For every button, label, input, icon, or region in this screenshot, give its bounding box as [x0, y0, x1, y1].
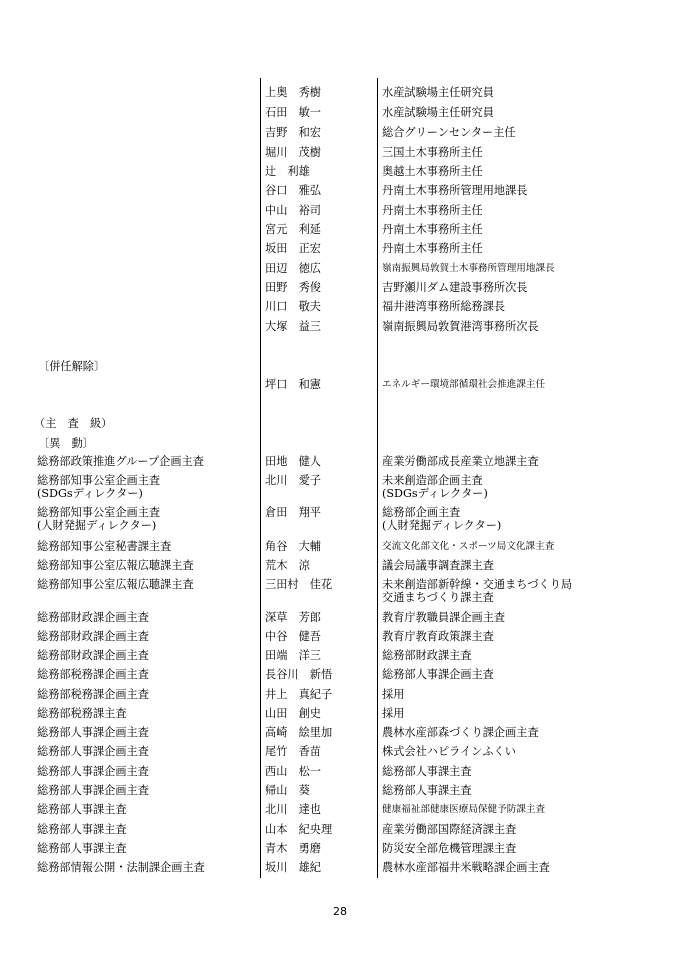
new-post: 総務部知事公室広報広聴課主査: [37, 578, 194, 591]
person-name: 荒木 涼: [265, 559, 310, 572]
old-post-note: (人財発掘ディレクター): [382, 519, 502, 532]
new-post: 総務部知事公室秘書課主査: [37, 540, 172, 553]
new-post: 総務部税務課主査: [37, 707, 127, 720]
old-post: 総務部人事課企画主査: [382, 668, 494, 681]
table-row: [0, 204, 680, 223]
new-post: 総務部人事課企画主査: [37, 726, 149, 739]
page-number: 28: [333, 905, 347, 918]
new-post: 総務部人事課主査: [37, 842, 127, 855]
old-post: 未来創造部企画主査: [382, 474, 483, 487]
table-row: [0, 126, 680, 145]
new-post: 総務部税務課企画主査: [37, 668, 149, 681]
table-row: [0, 474, 680, 506]
person-name: 上奥 秀樹: [265, 86, 321, 99]
table-row: [0, 184, 680, 203]
person-name: 三田村 佳花: [265, 578, 333, 591]
person-name: 大塚 益三: [265, 320, 321, 333]
old-post: 嶺南振興局敦賀港湾事務所次長: [382, 320, 539, 333]
section-heading-change: 〔異 動〕: [38, 437, 94, 450]
person-name: 山本 紀央理: [265, 823, 333, 836]
old-post: 総務部人事課主査: [382, 765, 472, 778]
table-row: [0, 688, 680, 707]
table-row: [0, 86, 680, 105]
table-row: [0, 630, 680, 649]
old-post: 総務部企画主査: [382, 506, 461, 519]
old-post: 議会局議事調査課主査: [382, 559, 494, 572]
table-row: [0, 242, 680, 261]
new-post: 総務部政策推進グループ企画主査: [37, 455, 204, 468]
new-post: 総務部知事公室企画主査: [37, 506, 161, 519]
person-name: 田辺 徳広: [265, 262, 321, 275]
table-row: [0, 668, 680, 687]
new-post: 総務部税務課企画主査: [37, 688, 149, 701]
person-name: 田野 秀俊: [265, 281, 321, 294]
table-row: [0, 578, 680, 610]
person-name: 長谷川 新悟: [265, 668, 333, 681]
person-name: 堀川 茂樹: [265, 146, 321, 159]
table-row: [0, 506, 680, 538]
table-row: [0, 300, 680, 319]
old-post: 水産試験場主任研究員: [382, 106, 494, 119]
table-row: [0, 784, 680, 803]
old-post: 採用: [382, 688, 405, 701]
table-row: [0, 707, 680, 726]
person-name: 宮元 利延: [265, 223, 321, 236]
old-post: 総合グリーンセンター主任: [382, 126, 516, 139]
new-post: 総務部人事課企画主査: [37, 745, 149, 758]
person-name: 中谷 健吾: [265, 630, 321, 643]
table-row: [0, 540, 680, 559]
new-post: 総務部人事課主査: [37, 823, 127, 836]
old-post: 産業労働部国際経済課主査: [382, 823, 517, 836]
new-post-note: (人財発掘ディレクター): [37, 519, 157, 532]
new-post: 総務部人事課企画主査: [37, 765, 149, 778]
table-row: [0, 745, 680, 764]
new-post: 総務部財政課企画主査: [37, 630, 149, 643]
new-post: 総務部知事公室広報広聴課主査: [37, 559, 194, 572]
old-post-note: 交通まちづくり課主査: [382, 591, 494, 604]
old-post: 嶺南振興局敦賀土木事務所管理用地課長: [382, 263, 555, 274]
table-row: [0, 842, 680, 861]
old-post: 産業労働部成長産業立地課主査: [382, 455, 539, 468]
person-name: 帰山 葵: [265, 784, 310, 797]
table-row: [0, 765, 680, 784]
table-row: [0, 106, 680, 125]
old-post-note: (SDGsディレクター): [382, 487, 488, 500]
old-post: 株式会社ハピラインふくい: [382, 745, 516, 758]
person-name: 川口 敬夫: [265, 300, 321, 313]
table-row: [0, 455, 680, 474]
section-heading-level: （主 査 級）: [34, 417, 113, 430]
table-row: [0, 649, 680, 668]
old-post: 丹南土木事務所管理用地課長: [382, 184, 528, 197]
person-name: 田地 健人: [265, 455, 321, 468]
old-post: 採用: [382, 707, 405, 720]
person-name: 石田 敏一: [265, 106, 321, 119]
person-name: 高崎 絵里加: [265, 726, 333, 739]
old-post: 未来創造部新幹線・交通まちづくり局: [382, 578, 573, 591]
table-row: [0, 320, 680, 339]
person-name: 倉田 翔平: [265, 506, 321, 519]
old-post: 丹南土木事務所主任: [382, 223, 483, 236]
new-post: 総務部知事公室企画主査: [37, 474, 161, 487]
table-row: [0, 378, 680, 397]
new-post-note: (SDGsディレクター): [37, 487, 143, 500]
table-row: [0, 262, 680, 281]
person-name: 吉野 和宏: [265, 126, 321, 139]
person-name: 辻 利雄: [265, 165, 310, 178]
old-post: 福井港湾事務所総務課長: [382, 300, 506, 313]
person-name: 尾竹 香苗: [265, 745, 321, 758]
table-row: [0, 803, 680, 822]
table-row: [0, 281, 680, 300]
old-post: 教育庁教育政策課主査: [382, 630, 494, 643]
new-post: 総務部財政課企画主査: [37, 649, 149, 662]
new-post: 総務部人事課企画主査: [37, 784, 149, 797]
person-name: 井上 真紀子: [265, 688, 333, 701]
table-row: [0, 726, 680, 745]
old-post: 奥越土木事務所主任: [382, 165, 483, 178]
old-post: 総務部財政課主査: [382, 649, 472, 662]
old-post: 交流文化部文化・スポーツ局文化課主査: [382, 541, 555, 552]
person-name: 角谷 大輔: [265, 540, 321, 553]
table-row: [0, 823, 680, 842]
table-row: [0, 146, 680, 165]
person-name: 深草 芳郎: [265, 611, 321, 624]
person-name: 青木 勇磨: [265, 842, 321, 855]
person-name: 山田 創史: [265, 707, 321, 720]
old-post: 三国土木事務所主任: [382, 146, 483, 159]
new-post: 総務部人事課主査: [37, 803, 127, 816]
person-name: 田端 洋三: [265, 649, 321, 662]
old-post: 吉野瀬川ダム建設事務所次長: [382, 281, 528, 294]
person-name: 北川 達也: [265, 803, 321, 816]
new-post: 総務部財政課企画主査: [37, 611, 149, 624]
old-post: 農林水産部森づくり課企画主査: [382, 726, 539, 739]
person-name: 坂川 雄紀: [265, 861, 321, 874]
person-name: 中山 裕司: [265, 204, 321, 217]
person-name: 坂田 正宏: [265, 242, 321, 255]
old-post: エネルギー環境部循環社会推進課主任: [382, 379, 546, 390]
new-post: 総務部情報公開・法制課企画主査: [37, 861, 205, 874]
table-row: [0, 611, 680, 630]
person-name: 北川 愛子: [265, 474, 321, 487]
old-post: 教育庁教職員課企画主査: [382, 611, 506, 624]
old-post: 丹南土木事務所主任: [382, 204, 483, 217]
person-name: 谷口 雅弘: [265, 184, 321, 197]
old-post: 農林水産部福井米戦略課企画主査: [382, 861, 550, 874]
old-post: 総務部人事課主査: [382, 784, 472, 797]
table-row: [0, 861, 680, 880]
old-post: 健康福祉部健康医療局保健予防課主査: [382, 804, 546, 815]
old-post: 水産試験場主任研究員: [382, 86, 494, 99]
old-post: 防災安全部危機管理課主査: [382, 842, 517, 855]
person-name: 坪口 和憲: [265, 378, 321, 391]
table-row: [0, 559, 680, 578]
table-row: [0, 165, 680, 184]
old-post: 丹南土木事務所主任: [382, 242, 483, 255]
section-heading-concurrent: 〔併任解除〕: [38, 360, 106, 373]
person-name: 西山 松一: [265, 765, 321, 778]
table-row: [0, 223, 680, 242]
